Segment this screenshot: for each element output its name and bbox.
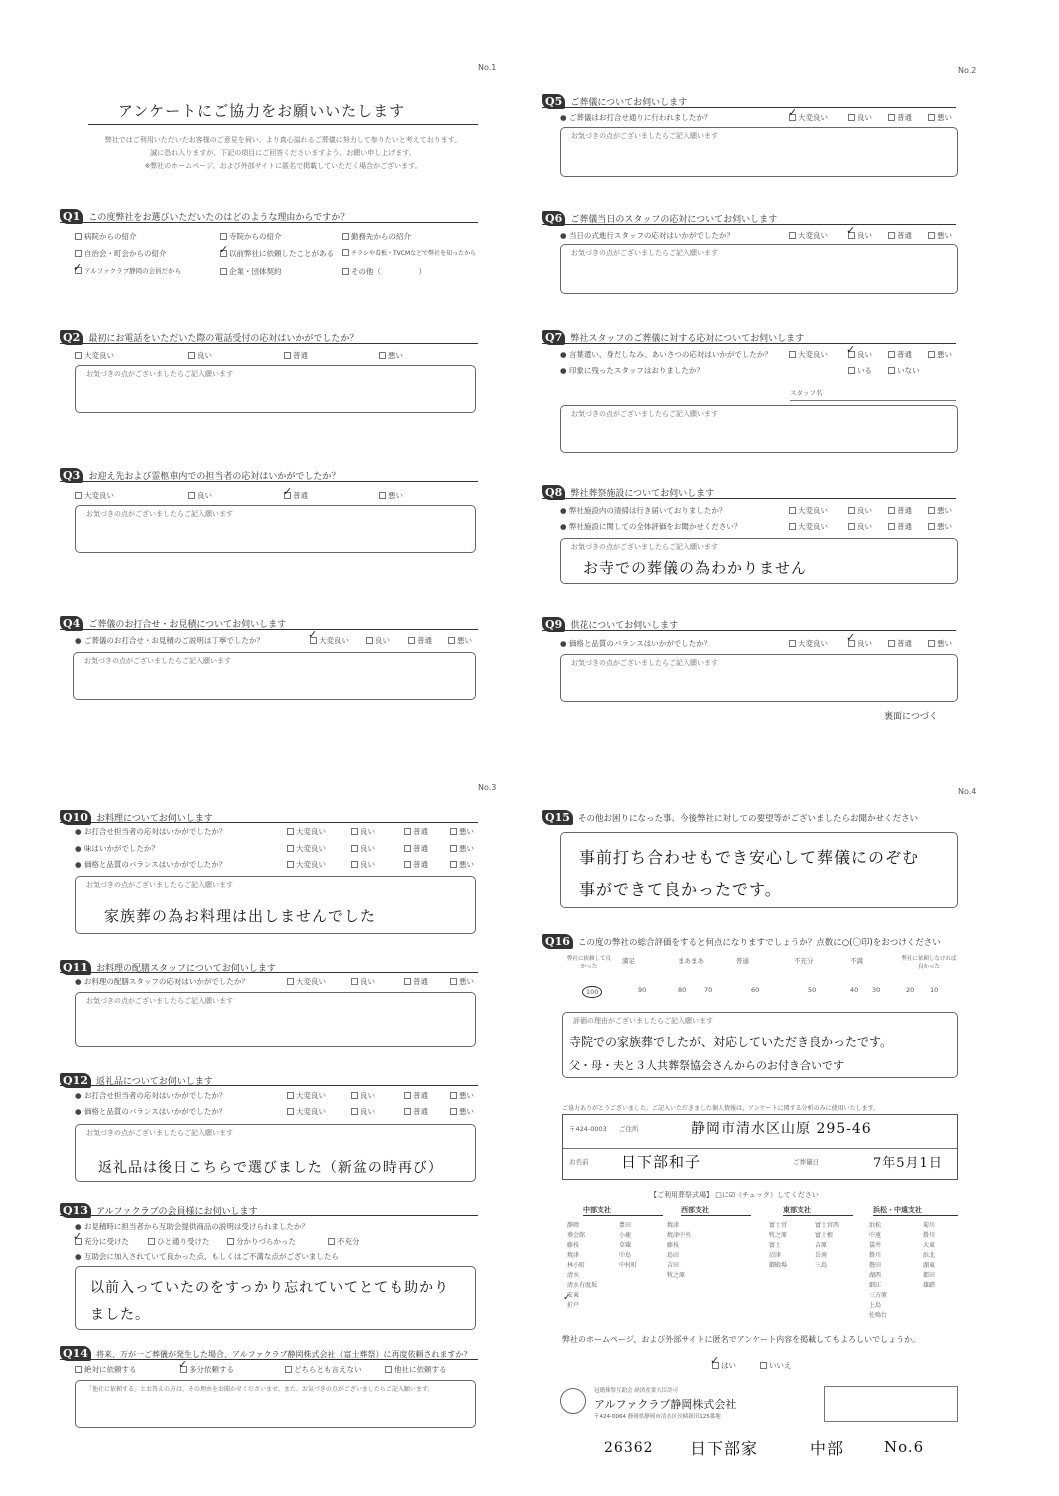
q5-option[interactable]: 普通: [888, 112, 912, 123]
q10-option[interactable]: 普通: [404, 843, 428, 854]
q11-comment-box[interactable]: お気づきの点がございましたらご記入願います: [75, 992, 476, 1047]
q11-option[interactable]: 悪い: [450, 976, 474, 987]
q3-heading: Q3 お迎え先および霊柩車内での担当者の応対はいかがでしたか？: [60, 464, 340, 483]
check-mark-icon: ✓: [846, 224, 856, 237]
check-mark-icon: ✓: [846, 343, 856, 356]
q7-option[interactable]: 大変良い: [789, 349, 828, 360]
q3-option[interactable]: 大変良い: [75, 490, 114, 501]
q3-option[interactable]: 悪い: [379, 490, 403, 501]
q9-subquestion: ● 価格と品質のバランスはいかがでしたか？: [560, 639, 712, 648]
q8-option[interactable]: 大変良い: [789, 505, 828, 516]
q14-option[interactable]: 絶対に依頼する: [75, 1364, 137, 1375]
privacy-notice: ご協力ありがとうございました。ご記入いただきました個人情報は、アンケートに関する分析のみに使用いたします。: [562, 1105, 880, 1112]
check-mark-icon: ✓: [283, 485, 293, 498]
q11-subquestion: ● お料理の配膳スタッフの応対はいかがでしたか？: [75, 977, 249, 986]
q11-option[interactable]: 普通: [404, 976, 428, 987]
q4-subquestion: ● ご葬儀のお打合せ・お見積のご説明は丁寧でしたか？: [75, 636, 264, 645]
q10-option[interactable]: 普通: [404, 859, 428, 870]
score-option[interactable]: 50: [808, 986, 817, 994]
continue-note: 裏面につづく: [884, 712, 938, 722]
q2-heading: Q2 最初にお電話をいただいた際の電話受付の応対はいかがでしたか？: [60, 326, 358, 345]
page-number: No.2: [958, 66, 977, 75]
q12-subquestion: ● 価格と品質のバランスはいかがでしたか？: [75, 1107, 227, 1116]
q12-option[interactable]: 悪い: [450, 1090, 474, 1101]
score-option[interactable]: 70: [704, 986, 713, 994]
q10-option[interactable]: 悪い: [450, 826, 474, 837]
check-mark-icon: ✓: [563, 1293, 571, 1303]
branch-title: 【ご利用葬祭式場】 □に☑（チェック）してください: [650, 1191, 819, 1199]
page-number: No.4: [958, 787, 977, 796]
q12-comment-box[interactable]: お気づきの点がございましたらご記入願います 返礼品は後日こちらで選びました（新盆の時再び）: [75, 1124, 476, 1182]
q14-heading: Q14 将来、万が一ご葬儀が発生した場合、アルファクラブ静岡株式会社（富士葬祭）に再度依頼されますか？: [60, 1342, 472, 1361]
company-logo-icon: [560, 1388, 586, 1414]
q8-comment-box[interactable]: お気づきの点がございましたらご記入願います お寺での葬儀の為わかりません: [560, 538, 958, 584]
q10-option[interactable]: 悪い: [450, 859, 474, 870]
q1-option[interactable]: チラシや看板・TVCMなどで弊社を知ったから: [342, 248, 476, 257]
q11-option[interactable]: 大変良い: [287, 976, 326, 987]
q13-handwritten-answer: 以前入っていたのをすっかり忘れていてとても助かり: [90, 1280, 450, 1296]
publish-yes-checked[interactable]: はい: [712, 1360, 736, 1371]
q6-option[interactable]: 悪い: [928, 230, 952, 241]
q4-heading: Q4 ご葬儀のお打合せ・お見積についてお伺いします: [60, 612, 286, 631]
q1-option[interactable]: 自治会・町会からの紹介: [75, 248, 167, 259]
q8-option[interactable]: 大変良い: [789, 521, 828, 532]
q6-option-checked[interactable]: 良い: [848, 230, 872, 241]
q9-option[interactable]: 普通: [888, 638, 912, 649]
q6-option[interactable]: 大変良い: [789, 230, 828, 241]
check-mark-icon: ✓: [73, 1230, 83, 1243]
q10-option[interactable]: 大変良い: [287, 826, 326, 837]
q8-handwritten-answer: お寺での葬儀の為わかりません: [583, 559, 808, 577]
q8-heading: Q8 弊社葬祭施設についてお伺いします: [542, 481, 714, 500]
q1-option-checked[interactable]: 以前弊社に依頼したことがある: [220, 248, 334, 259]
publish-no[interactable]: いいえ: [760, 1360, 792, 1371]
q3-option[interactable]: 良い: [188, 490, 212, 501]
q1-option[interactable]: その他（ ）: [342, 266, 426, 277]
q10-subquestion: ● お打合せ担当者の応対はいかがでしたか？: [75, 827, 227, 836]
score-option[interactable]: 20: [906, 986, 915, 994]
q13-option-checked[interactable]: 充分に受けた: [75, 1236, 129, 1247]
q10-option[interactable]: 普通: [404, 826, 428, 837]
q13-heading: Q13 アルファクラブの会員様にお伺いします: [60, 1199, 257, 1218]
q10-option[interactable]: 良い: [351, 843, 375, 854]
q3-comment-box[interactable]: お気づきの点がございましたらご記入願います: [75, 505, 476, 553]
q14-comment-box[interactable]: 「他社に依頼する」とお答えの方は、その理由をお聞かせくださいませ。また、お気づきの点がございましたらご記入願います。: [75, 1380, 476, 1428]
q7-option[interactable]: 悪い: [928, 349, 952, 360]
company-block: 冠婚葬祭互助会 経済産業大臣許可 アルファクラブ静岡株式会社 〒424-0064 静岡県静岡市清水区長崎新田125番地: [560, 1386, 958, 1426]
q12-subquestion: ● お打合せ担当者の応対はいかがでしたか？: [75, 1091, 227, 1100]
q10-handwritten-answer: 家族葬の為お料理は出しませんでした: [104, 907, 377, 925]
q7-option[interactable]: いない: [888, 365, 920, 376]
q5-subquestion: ● ご葬儀はお打合せ通りに行われましたか？: [560, 113, 712, 122]
q15-comment-box[interactable]: [560, 832, 958, 908]
q2-option[interactable]: 普通: [284, 350, 308, 361]
q1-heading: Q1 この度弊社をお選びいただいたのはどのような理由からですか？: [60, 205, 349, 224]
score-scale: 弊社に依頼して良かった 満足 まあまあ 普通 不充分 不満 弊社に依頼しなければ良かった 100 90 80 70 60 50 40 30 20 10: [566, 956, 957, 996]
q7-option[interactable]: いる: [848, 365, 872, 376]
q8-subquestion: ● 弊社施設に関しての全体評価をお聞かせください？: [560, 522, 742, 531]
q14-option[interactable]: 他社に依頼する: [385, 1364, 447, 1375]
info-note-box: [824, 1386, 958, 1422]
q12-option[interactable]: 悪い: [450, 1106, 474, 1117]
footer-code: 26362: [604, 1440, 654, 1456]
q10-option[interactable]: 良い: [351, 859, 375, 870]
q5-option[interactable]: 良い: [848, 112, 872, 123]
publish-question: 弊社のホームページ、および外部サイトに匿名でアンケート内容を掲載してもよろしいでしょうか。: [562, 1335, 921, 1344]
q6-subquestion: ● 当日の式進行スタッフの応対はいかがでしたか？: [560, 231, 734, 240]
q2-option[interactable]: 大変良い: [75, 350, 114, 361]
q10-comment-box[interactable]: お気づきの点がございましたらご記入願います 家族葬の為お料理は出しませんでした: [75, 876, 476, 934]
q2-option[interactable]: 悪い: [379, 350, 403, 361]
q5-heading: Q5 ご葬儀についてお伺いします: [542, 90, 687, 109]
q3-option-checked[interactable]: 普通: [284, 490, 308, 501]
personal-info-box: 〒424-0003 ご住所 静岡市清水区山原 295-46 お名前 日下部和子 ご葬儀日 7年5月1日: [562, 1114, 958, 1180]
q14-option[interactable]: どちらとも言えない: [285, 1364, 362, 1375]
q7-comment-box[interactable]: お気づきの点がございましたらご記入願います: [560, 405, 958, 453]
q6-comment-box[interactable]: お気づきの点がございましたらご記入願います: [560, 244, 958, 294]
footer-branch: 中部: [810, 1439, 845, 1458]
q12-option[interactable]: 大変良い: [287, 1090, 326, 1101]
score-100-circled[interactable]: 100: [582, 986, 602, 998]
check-mark-icon: ✓: [308, 628, 318, 641]
q12-heading: Q12 返礼品についてお伺いします: [60, 1069, 213, 1088]
q9-option[interactable]: 大変良い: [789, 638, 828, 649]
intro-text: 弊社ではご利用いただいたお客様のご意見を伺い、より真心溢れるご葬儀に努力して参りたいと考えております。 誠に恐れ入りますが、下記の項目にご回答くださいますよう、お願い申し上げます。 ※弊社のホームページ、および外部サイトに匿名で掲載していただく場合がございます。: [104, 136, 462, 170]
q14-option-checked[interactable]: 多分依頼する: [180, 1364, 234, 1375]
check-mark-icon: ✓: [788, 106, 798, 119]
q11-option[interactable]: 良い: [351, 976, 375, 987]
q13-comment-box[interactable]: [75, 1266, 476, 1330]
q15-handwritten-answer: 事ができて良かったです。: [579, 880, 782, 899]
score-option[interactable]: 60: [751, 986, 760, 994]
date-handwritten: 7年5月1日: [873, 1156, 943, 1171]
q10-option[interactable]: 大変良い: [287, 843, 326, 854]
page-number: No.1: [478, 63, 497, 72]
name-handwritten: 日下部和子: [621, 1153, 702, 1171]
score-option[interactable]: 80: [678, 986, 687, 994]
q13-option[interactable]: 不充分: [328, 1236, 360, 1247]
q16-handwritten-answer: 父・母・夫と３人共葬祭協会さんからのお付き合いです: [569, 1059, 844, 1072]
q9-heading: Q9 供花についてお伺いします: [542, 613, 678, 632]
q9-option-checked[interactable]: 良い: [848, 638, 872, 649]
q6-heading: Q6 ご葬儀当日のスタッフの応対についてお伺いします: [542, 207, 777, 226]
q1-option-checked[interactable]: アルファクラブ静岡の会員だから: [75, 266, 181, 275]
q4-option-checked[interactable]: 大変良い: [310, 635, 349, 646]
score-option[interactable]: 40: [850, 986, 859, 994]
q8-option[interactable]: 良い: [848, 521, 872, 532]
q13-subquestion: ● お見積時に担当者から互助会提供商品の説明は受けられましたか？: [75, 1222, 309, 1231]
q12-option[interactable]: 普通: [404, 1106, 428, 1117]
q8-option[interactable]: 良い: [848, 505, 872, 516]
q7-option[interactable]: 普通: [888, 349, 912, 360]
q8-option[interactable]: 悪い: [928, 521, 952, 532]
q10-option[interactable]: 悪い: [450, 843, 474, 854]
q9-comment-box[interactable]: お気づきの点がございましたらご記入願います: [560, 654, 958, 702]
q7-subquestion: ● 印象に残ったスタッフはおりましたか？: [560, 366, 704, 375]
score-option[interactable]: 90: [638, 986, 647, 994]
q1-option[interactable]: 企業・団体契約: [220, 266, 282, 277]
q5-comment-box[interactable]: お気づきの点がございましたらご記入願います: [560, 127, 958, 177]
q13-subquestion: ● 互助会に加入されていて良かった点、もしくはご不満な点がございましたら: [75, 1252, 339, 1261]
q4-option[interactable]: 悪い: [448, 635, 472, 646]
q5-option-checked[interactable]: 大変良い: [789, 112, 828, 123]
q4-option[interactable]: 普通: [408, 635, 432, 646]
branch-list: 中部支社 西部支社 東部支社 浜松・中遠支社 静岡 葵会館 藤枝 焼津 林小町 清水 清水有度坂 安東 折戸 豊田 小鹿 草薙 中島 中村町 焼津 焼津中央 藤枝 島田 吉田 牧之原 富士宮 牧之原 富士 沼津 御殿場 富士宮西 富士根 吉原 岳南 三島 浜松 中遠 袋井 掛川 磐田 湖西 細江 三方原 上島 佐鳴台 菊川 掛川 大東 浜北 湖東 都田 雄踏 ✓: [563, 1205, 958, 1325]
q2-comment-box[interactable]: お気づきの点がございましたらご記入願います: [75, 365, 476, 413]
q11-heading: Q11 お料理の配膳スタッフについてお伺いします: [60, 956, 276, 975]
q1-option[interactable]: 寺院からの紹介: [220, 231, 282, 242]
q7-subquestion: ● 言葉遣い、身だしなみ、あいさつの応対はいかがでしたか？: [560, 350, 772, 359]
check-mark-icon: ✓: [710, 1354, 720, 1367]
check-mark-icon: ✓: [73, 261, 83, 274]
q12-option[interactable]: 良い: [351, 1090, 375, 1101]
q1-option[interactable]: 勤務先からの紹介: [342, 231, 411, 242]
q15-handwritten-answer: 事前打ち合わせもでき安心して葬儀にのぞむ: [579, 848, 920, 867]
q12-handwritten-answer: 返礼品は後日こちらで選びました（新盆の時再び）: [98, 1160, 443, 1176]
q16-handwritten-answer: 寺院での家族葬でしたが、対応していただき良かったです。: [569, 1035, 893, 1049]
q6-option[interactable]: 普通: [888, 230, 912, 241]
check-mark-icon: ✓: [219, 243, 229, 256]
q1-option[interactable]: 病院からの紹介: [75, 231, 137, 242]
q10-subquestion: ● 価格と品質のバランスはいかがでしたか？: [75, 860, 227, 869]
q8-option[interactable]: 悪い: [928, 505, 952, 516]
q5-option[interactable]: 悪い: [928, 112, 952, 123]
q7-option-checked[interactable]: 良い: [848, 349, 872, 360]
q2-option[interactable]: 良い: [188, 350, 212, 361]
page-title: アンケートにご協力をお願いいたします: [118, 102, 406, 120]
q16-reason-box[interactable]: 評価の理由がございましたらご記入願います 寺院での家族葬でしたが、対応していただき良かったです。 父・母・夫と３人共葬祭協会さんからのお付き合いです: [562, 1012, 958, 1078]
page-number: No.3: [478, 783, 497, 792]
q8-option[interactable]: 普通: [888, 521, 912, 532]
q4-option[interactable]: 良い: [366, 635, 390, 646]
staff-name-label: スタッフ名: [790, 389, 823, 397]
q4-comment-box[interactable]: お気づきの点がございましたらご記入願います: [73, 652, 476, 700]
check-mark-icon: ✓: [178, 1358, 188, 1371]
check-mark-icon: ✓: [846, 631, 856, 644]
footer-family: 日下部家: [690, 1439, 759, 1458]
q7-heading: Q7 弊社スタッフのご葬儀に対する応対についてお伺いします: [542, 326, 804, 345]
q9-option[interactable]: 悪い: [928, 638, 952, 649]
footer-number: No.6: [884, 1438, 925, 1456]
q10-option[interactable]: 良い: [351, 826, 375, 837]
q13-option[interactable]: ひと通り受けた: [148, 1236, 210, 1247]
q13-handwritten-answer: ました。: [90, 1307, 150, 1323]
q8-option[interactable]: 普通: [888, 505, 912, 516]
q10-subquestion: ● 味はいかがでしたか？: [75, 844, 159, 853]
q12-option[interactable]: 普通: [404, 1090, 428, 1101]
q13-option[interactable]: 分かりづらかった: [227, 1236, 296, 1247]
q10-heading: Q10 お料理についてお伺いします: [60, 806, 213, 825]
score-option[interactable]: 30: [872, 986, 881, 994]
q8-subquestion: ● 弊社施設内の清掃は行き届いておりましたか？: [560, 506, 727, 515]
q12-option[interactable]: 良い: [351, 1106, 375, 1117]
q16-heading: Q16 この度の弊社の総合評価をすると何点になりますでしょうか？点数に○(〇印)をおつけください: [542, 930, 941, 949]
address-handwritten: 静岡市清水区山原 295-46: [691, 1121, 872, 1137]
score-option[interactable]: 10: [930, 986, 939, 994]
q12-option[interactable]: 大変良い: [287, 1106, 326, 1117]
q10-option[interactable]: 大変良い: [287, 859, 326, 870]
q15-heading: Q15 その他お困りになった事、今後弊社に対しての要望等がございましたらお聞かせください: [542, 806, 918, 825]
